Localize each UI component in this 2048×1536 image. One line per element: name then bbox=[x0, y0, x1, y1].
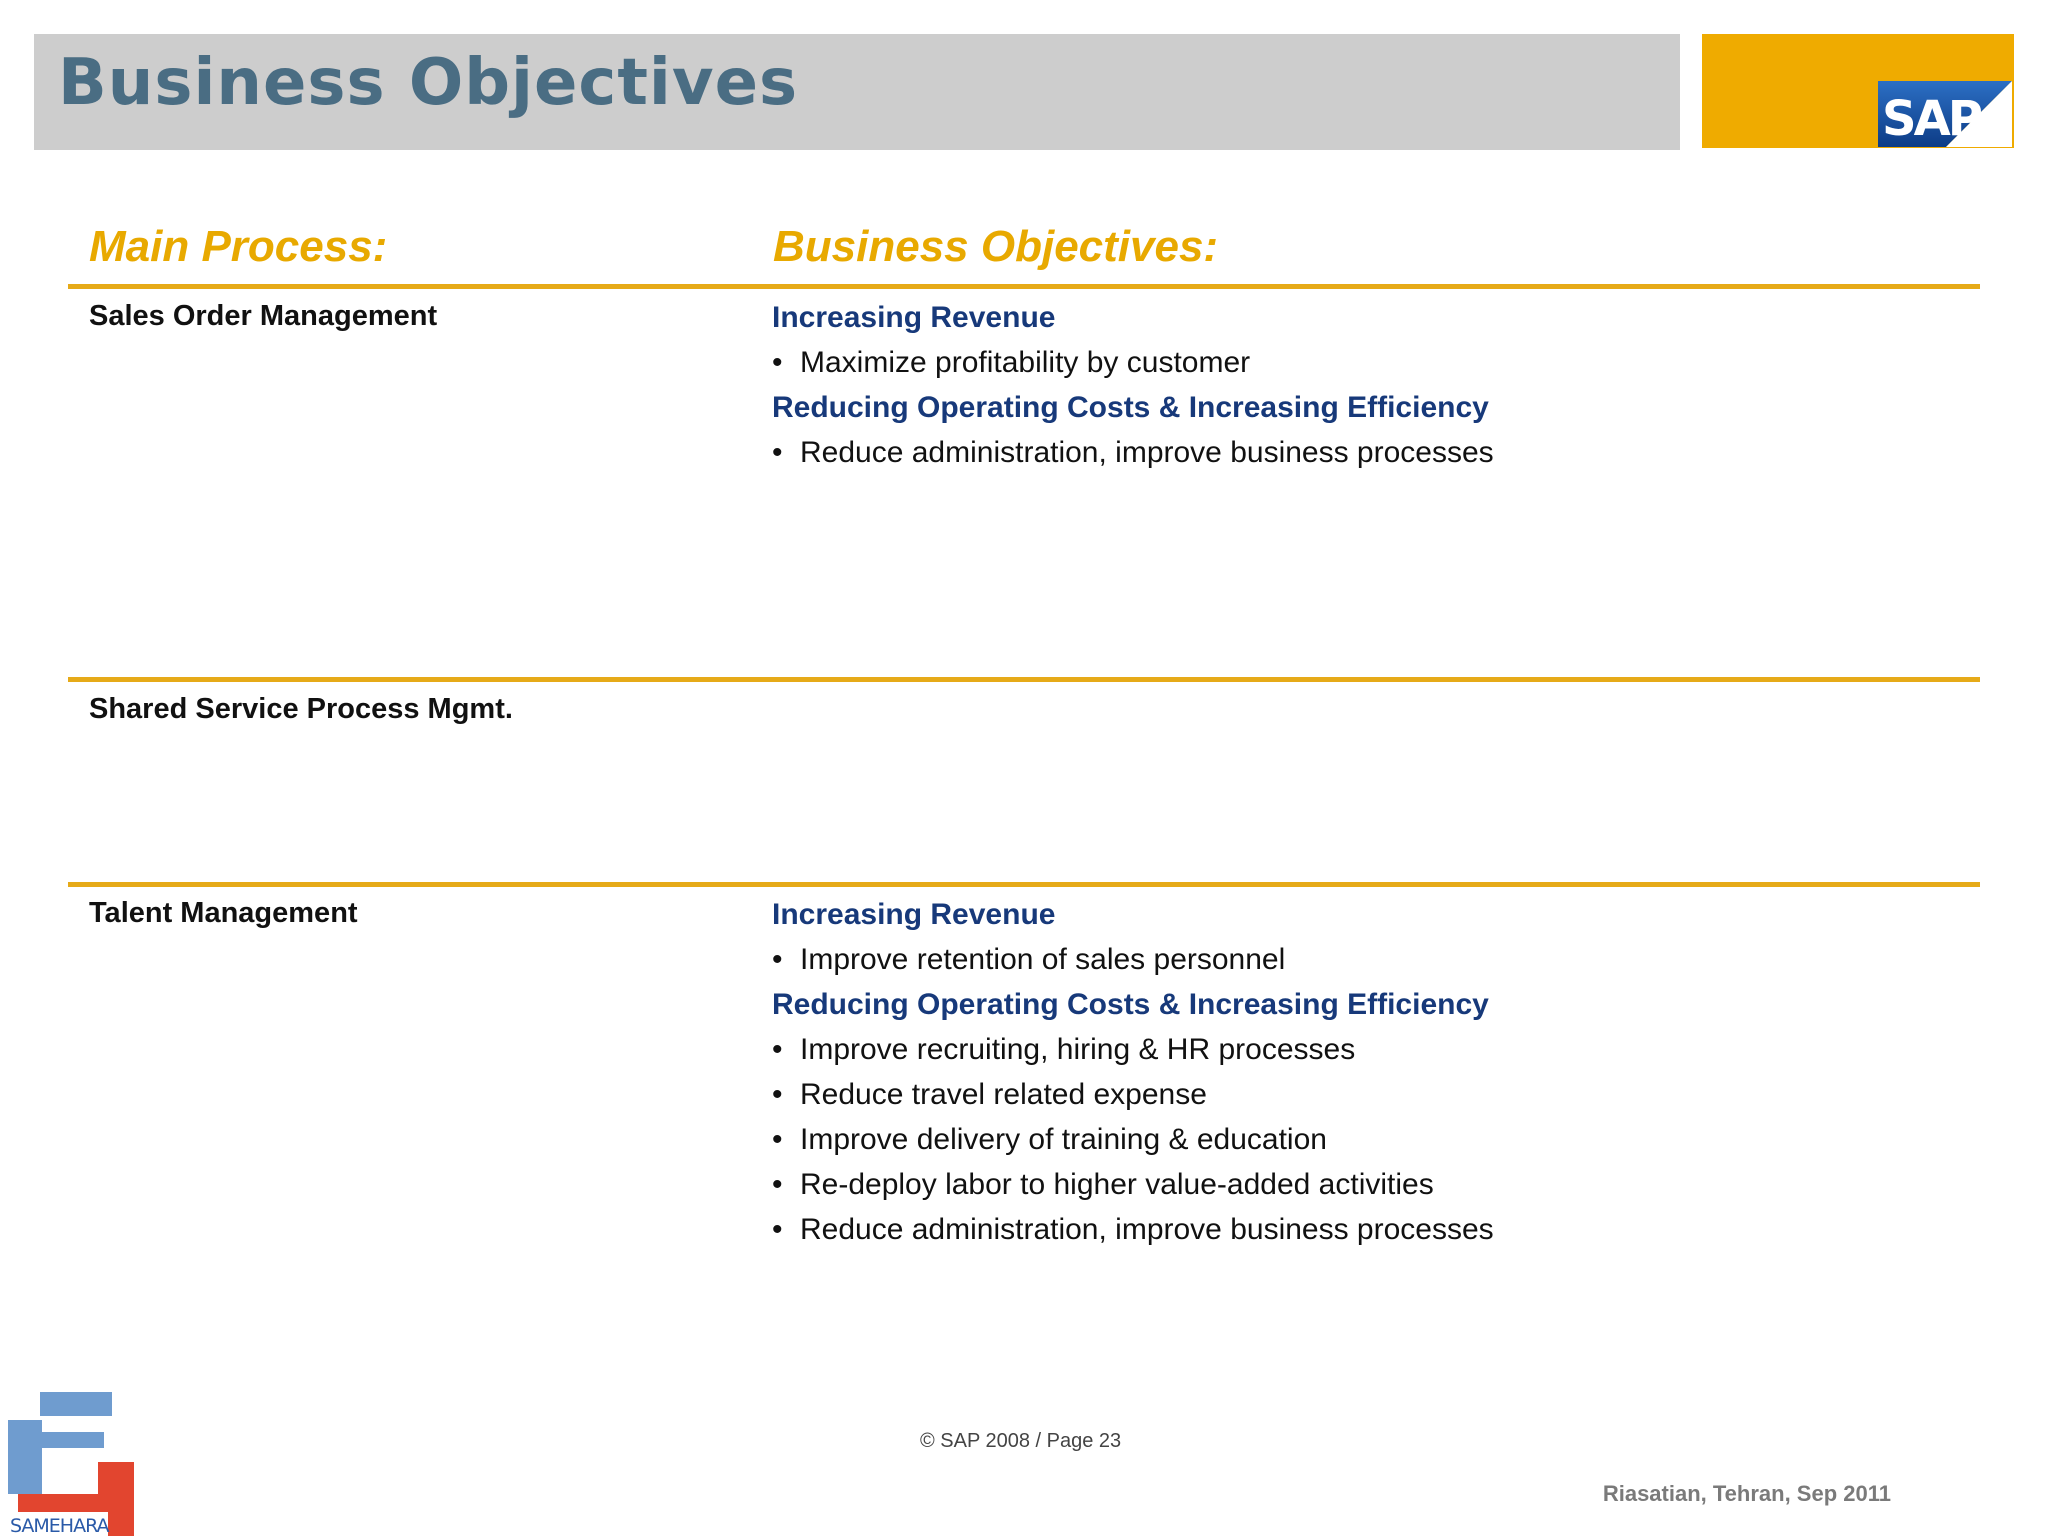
sap-logo-box bbox=[1702, 34, 2014, 148]
list-item: • Improve recruiting, hiring & HR processes bbox=[772, 1033, 1356, 1066]
objectives-list bbox=[772, 892, 1494, 1252]
process-sales-order-management: Sales Order Management bbox=[89, 300, 438, 332]
divider-row-2 bbox=[68, 882, 1980, 887]
footer-copyright: © SAP 2008 / Page 23 bbox=[920, 1430, 1122, 1452]
list-item: • Re-deploy labor to higher value-added activities bbox=[772, 1168, 1434, 1201]
list-item: • Improve delivery of training & education bbox=[772, 1123, 1327, 1156]
samehara-logo bbox=[8, 1392, 134, 1536]
divider-row-1 bbox=[68, 677, 1980, 682]
sap-logo bbox=[1878, 81, 2012, 147]
process-talent-management: Talent Management bbox=[89, 897, 358, 929]
list-item: • Maximize profitability by customer bbox=[772, 346, 1251, 379]
sap-logo-text: SAP bbox=[1882, 91, 1980, 147]
footer-author: Riasatian, Tehran, Sep 2011 bbox=[1602, 1481, 1891, 1506]
list-item: • Improve retention of sales personnel bbox=[772, 943, 1286, 976]
objective-heading: Increasing Revenue bbox=[772, 898, 1056, 931]
list-item: • Reduce administration, improve business processes bbox=[772, 1213, 1494, 1246]
process-shared-service: Shared Service Process Mgmt. bbox=[89, 693, 513, 725]
objective-heading: Increasing Revenue bbox=[772, 301, 1056, 334]
page-title: Business Objectives bbox=[58, 46, 799, 120]
divider-header bbox=[68, 284, 1980, 289]
list-item: • Reduce travel related expense bbox=[772, 1078, 1207, 1111]
objectives-list bbox=[772, 295, 1494, 475]
objective-heading: Reducing Operating Costs & Increasing Efficiency bbox=[772, 391, 1489, 424]
list-item: • Reduce administration, improve business processes bbox=[772, 436, 1494, 469]
main-process-header: Main Process: bbox=[89, 222, 388, 271]
objective-heading: Reducing Operating Costs & Increasing Efficiency bbox=[772, 988, 1489, 1021]
business-objectives-header: Business Objectives: bbox=[773, 222, 1219, 271]
samehara-logo-text: SAMEHARA bbox=[10, 1515, 109, 1536]
title-bar bbox=[34, 34, 1680, 150]
